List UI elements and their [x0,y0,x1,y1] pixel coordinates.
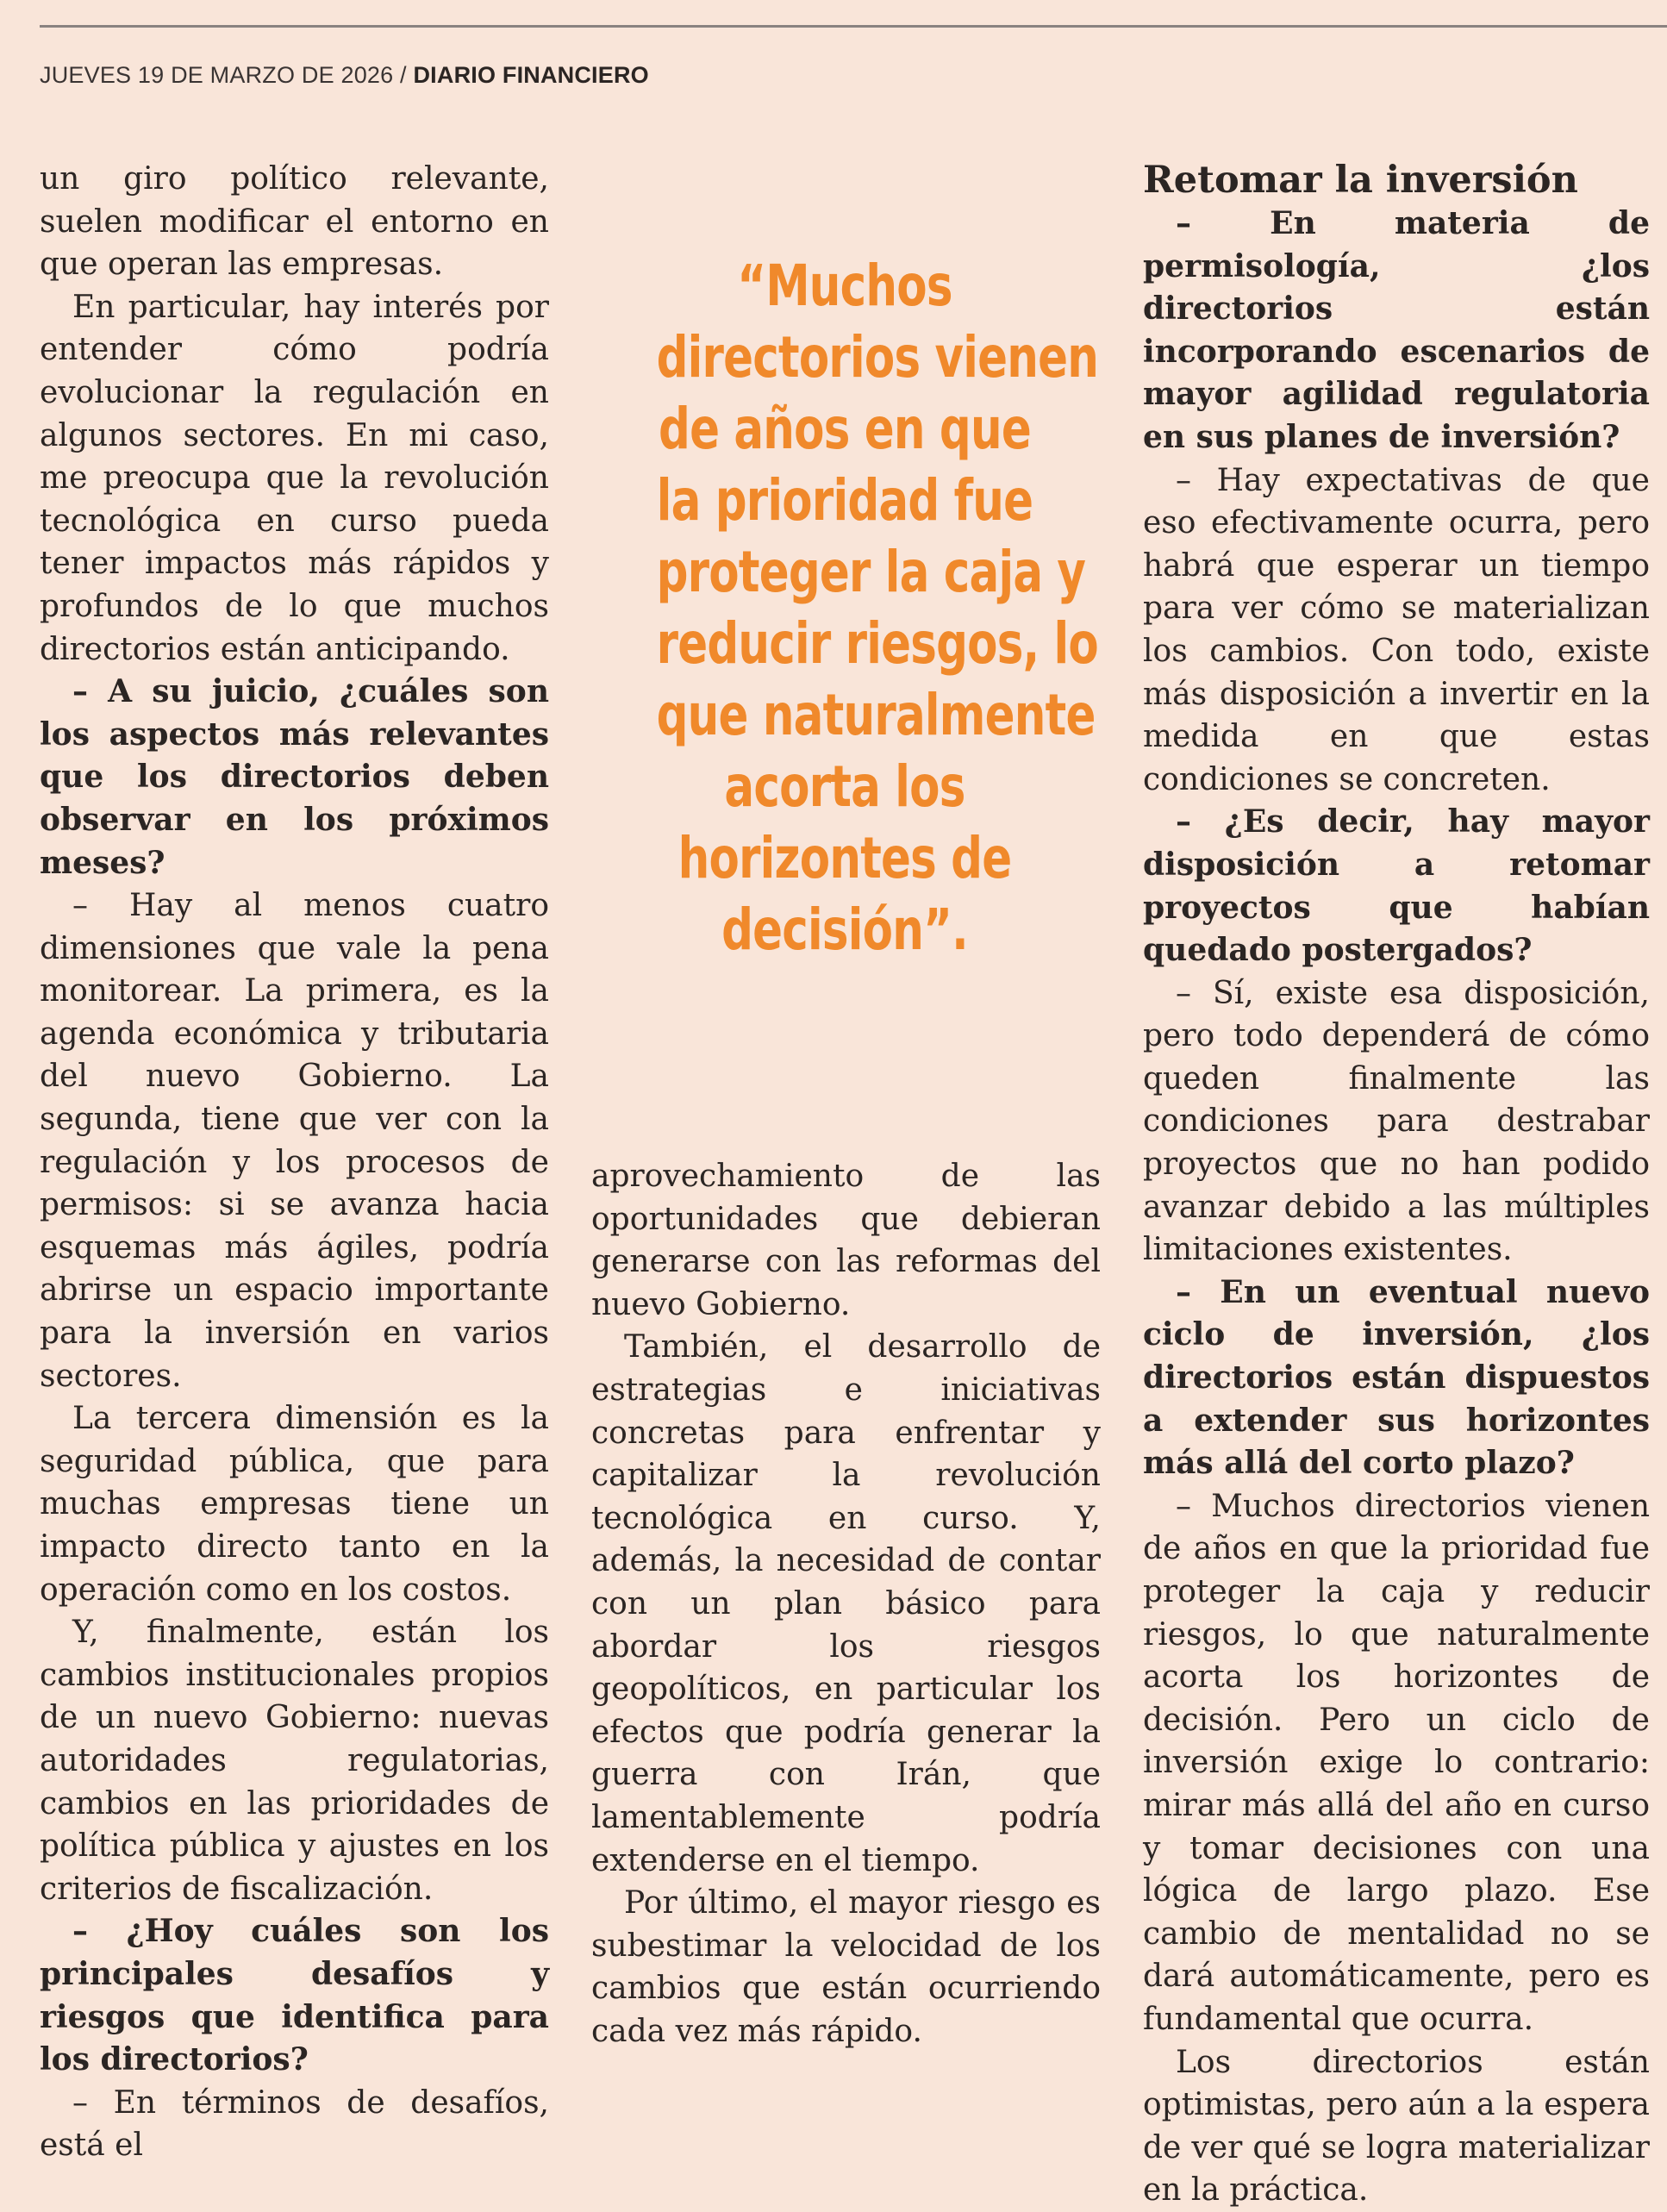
paragraph: aprovechamiento de las oportunidades que debieran generarse con las reformas del nuevo Gobierno. [591,1159,1101,1322]
article-column-1 [40,158,549,2167]
pull-quote-line: la prioridad fue [656,467,1033,534]
pull-quote-line: acorta los [724,753,965,820]
paragraph: También, el desarrollo de estrategias e iniciativas concretas para enfrentar y capitalizar la revolución tecnológica en curso. Y, además, la necesidad de contar con un plan básico para abordar los riesgos geopolíticos, en particular los efectos que podría generar la guerra con Irán, que lamentablemente podría extenderse en el tiempo. [591,1329,1101,1878]
interview-question: – En un eventual nuevo ciclo de inversión, ¿los directorios están dispuestos a extender sus horizontes más allá del corto plazo? [1143,1273,1650,1482]
header-date: JUEVES 19 DE MARZO DE 2026 [40,62,394,88]
paragraph: – Sí, existe esa disposición, pero todo dependerá de cómo queden finalmente las condiciones para destrabar proyectos que no han podido avanzar debido a las múltiples limitaciones existentes. [1143,975,1650,1268]
paragraph: La tercera dimensión es la seguridad pública, que para muchas empresas tiene un impacto directo tanto en la operación como en los costos. [40,1401,549,1608]
interview-question: – A su juicio, ¿cuáles son los aspectos más relevantes que los directorios deben observar en los próximos meses? [40,673,549,881]
pull-quote-line: que naturalmente [656,682,1096,748]
pull-quote-line: proteger la caja y [656,539,1086,605]
pull-quote-line: horizontes de [677,825,1012,891]
paragraph: Por último, el mayor riesgo es subestimar la velocidad de los cambios que están ocurriendo cada vez más rápido. [591,1885,1101,2049]
paragraph: – Muchos directorios vienen de años en que la prioridad fue proteger la caja y reducir riesgos, lo que naturalmente acorta los horizontes de decisión. Pero un ciclo de inversión exige lo contrario: mirar más allá del año en curso y tomar decisiones con una lógica de largo plazo. Ese cambio de mentalidad no se dará automáticamente, pero es fundamental que ocurra. [1143,1488,1650,2037]
header-separator: / [393,62,414,88]
paragraph: – Hay expectativas de que eso efectivamente ocurra, pero habrá que esperar un tiempo para ver cómo se materializan los cambios. Con todo, existe más disposición a invertir en la medida en que estas condiciones se concreten. [1143,462,1650,797]
paragraph: un giro político relevante, suelen modificar el entorno en que operan las empresas. [40,161,549,283]
pull-quote-line: de años en que [659,396,1031,462]
pull-quote-line: “Muchos [737,253,952,319]
article-column-3 [1143,158,1650,2212]
pull-quote-line: decisión”. [721,897,968,963]
paragraph: – Hay al menos cuatro dimensiones que vale la pena monitorear. La primera, es la agenda económica y tributaria del nuevo Gobierno. La segunda, tiene que ver con la regulación y los procesos de permisos: si se avanza hacia esquemas más ágiles, podría abrirse un espacio importante para la inversión en varios sectores. [40,888,549,1394]
page-header [40,62,649,89]
header-publication: DIARIO FINANCIERO [413,62,649,88]
paragraph: Y, finalmente, están los cambios institucionales propios de un nuevo Gobierno: nuevas autoridades regulatorias, cambios en las prioridades de política pública y ajustes en los criterios de fiscalización. [40,1615,549,1907]
interview-question: – ¿Es decir, hay mayor disposición a retomar proyectos que habían quedado postergados? [1143,803,1650,969]
interview-question: – En materia de permisología, ¿los directorios están incorporando escenarios de mayor agilidad regulatoria en sus planes de inversión? [1143,205,1650,455]
paragraph: En particular, hay interés por entender cómo podría evolucionar la regulación en algunos sectores. En mi caso, me preocupa que la revolución tecnológica en curso pueda tener impactos más rápidos y profundos de lo que muchos directorios están anticipando. [40,289,549,667]
interview-question: – ¿Hoy cuáles son los principales desafíos y riesgos que identifica para los directorios? [40,1913,549,2078]
pull-quote [656,250,1099,965]
article-column-2 [591,1155,1101,2053]
pull-quote-line: directorios vienen [656,324,1099,391]
paragraph: – En términos de desafíos, está el [40,2084,549,2164]
pull-quote-line: reducir riesgos, lo [656,610,1098,677]
paragraph: Los directorios están optimistas, pero aún a la espera de ver qué se logra materializar en la práctica. [1143,2044,1650,2209]
section-subhead: Retomar la inversión [1143,159,1578,202]
top-rule [40,25,1667,28]
